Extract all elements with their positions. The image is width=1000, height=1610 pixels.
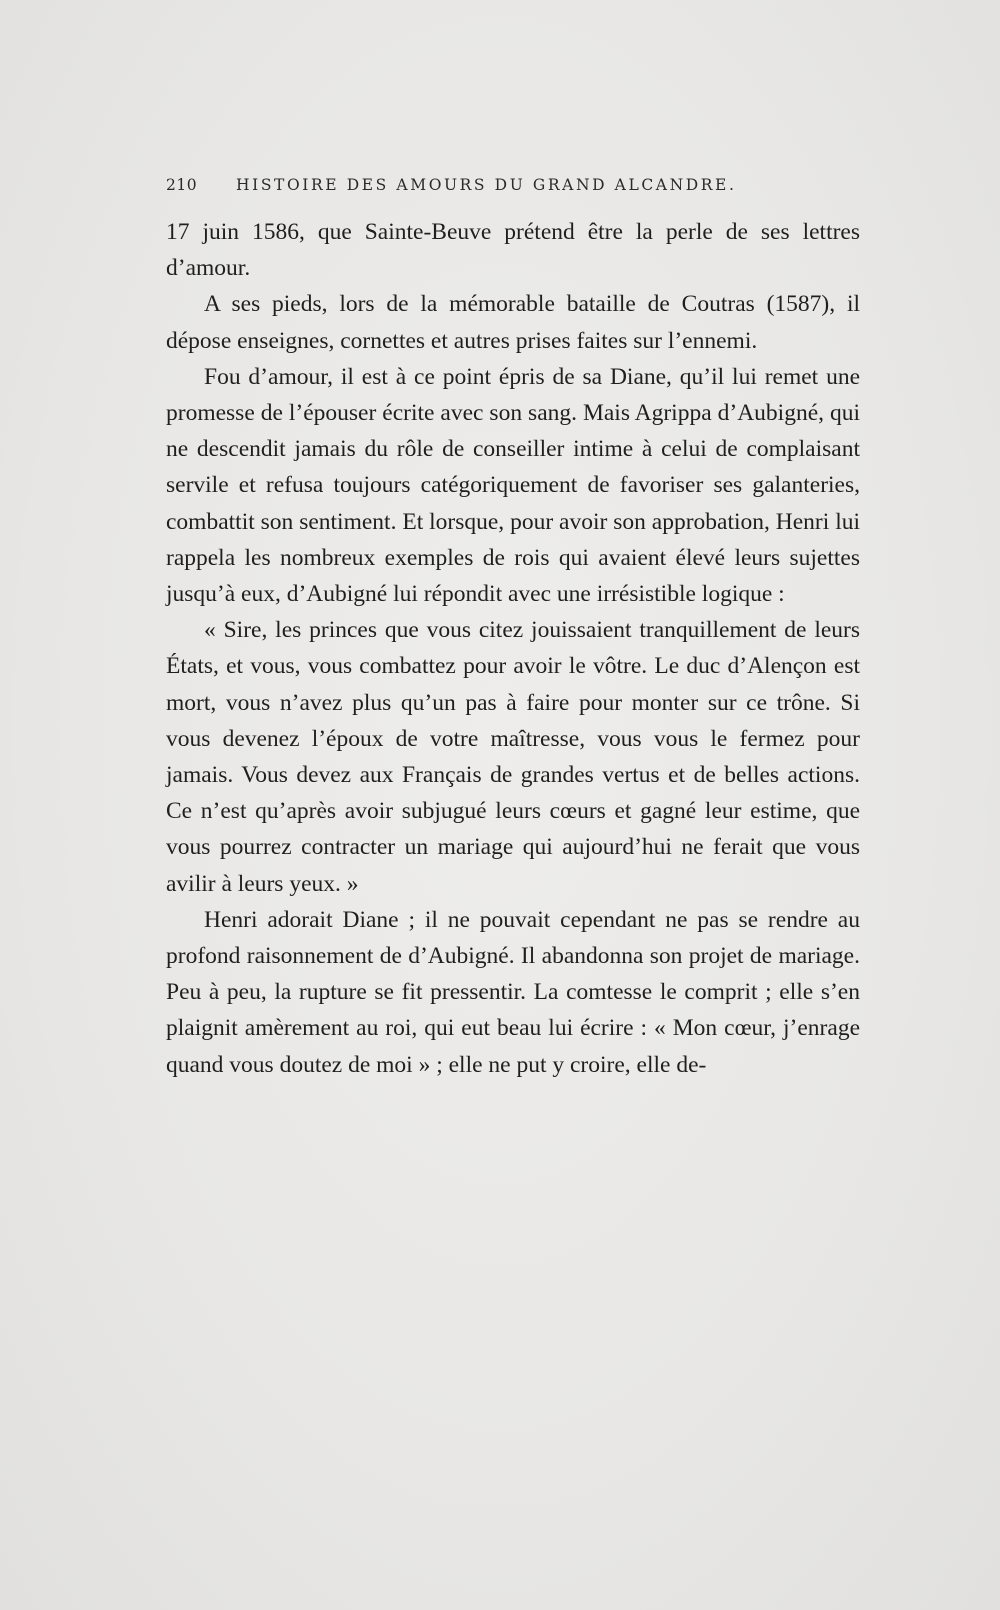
quotation-paragraph: « Sire, les princes que vous citez jouissaient tranquillement de leurs États, et vous, vous combattez pour avoir le vôtre. Le duc d’Alençon est mort, vous n’avez plus qu’un pas à faire pour monter sur ce trône. Si vous devenez l’époux de votre maîtresse, vous vous le fermez pour jamais. Vous devez aux Français de grandes vertus et de belles actions. Ce n’est qu’après avoir subjugué leurs cœurs et gagné leur estime, que vous pourrez contracter un mariage qui aujourd’hui ne ferait que vous avilir à leurs yeux. » — [166, 617, 860, 897]
body-text — [166, 214, 860, 1083]
paragraph-continued: 17 juin 1586, que Sainte-Beuve prétend être la perle de ses lettres d’amour. — [166, 219, 860, 282]
running-head — [166, 176, 792, 194]
page-number: 210 — [166, 176, 198, 194]
paragraph: Fou d’amour, il est à ce point épris de sa Diane, qu’il lui remet une promesse de l’épouser écrite avec son sang. Mais Agrippa d’Aubigné, qui ne descendit jamais du rôle de conseiller intime à celui de complaisant servile et refusa toujours catégoriquement de favoriser ses galanteries, combattit son sentiment. Et lorsque, pour avoir son approbation, Henri lui rappela les nombreux exemples de rois qui avaient élevé leurs sujettes jusqu’à eux, d’Aubigné lui répondit avec une irrésistible logique : — [166, 363, 860, 608]
running-title: HISTOIRE DES AMOURS DU GRAND ALCANDRE. — [236, 176, 737, 194]
paragraph: A ses pieds, lors de la mémorable bataille de Coutras (1587), il dépose enseignes, cornettes et autres prises faites sur l’ennemi. — [166, 291, 860, 354]
paragraph: Henri adorait Diane ; il ne pouvait cependant ne pas se rendre au profond raisonnement de d’Aubigné. Il abandonna son projet de mariage. Peu à peu, la rupture se fit pressentir. La comtesse le comprit ; elle s’en plaignit amèrement au roi, qui eut beau lui écrire : « Mon cœur, j’enrage quand vous doutez de moi » ; elle ne put y croire, elle de- — [166, 906, 860, 1078]
